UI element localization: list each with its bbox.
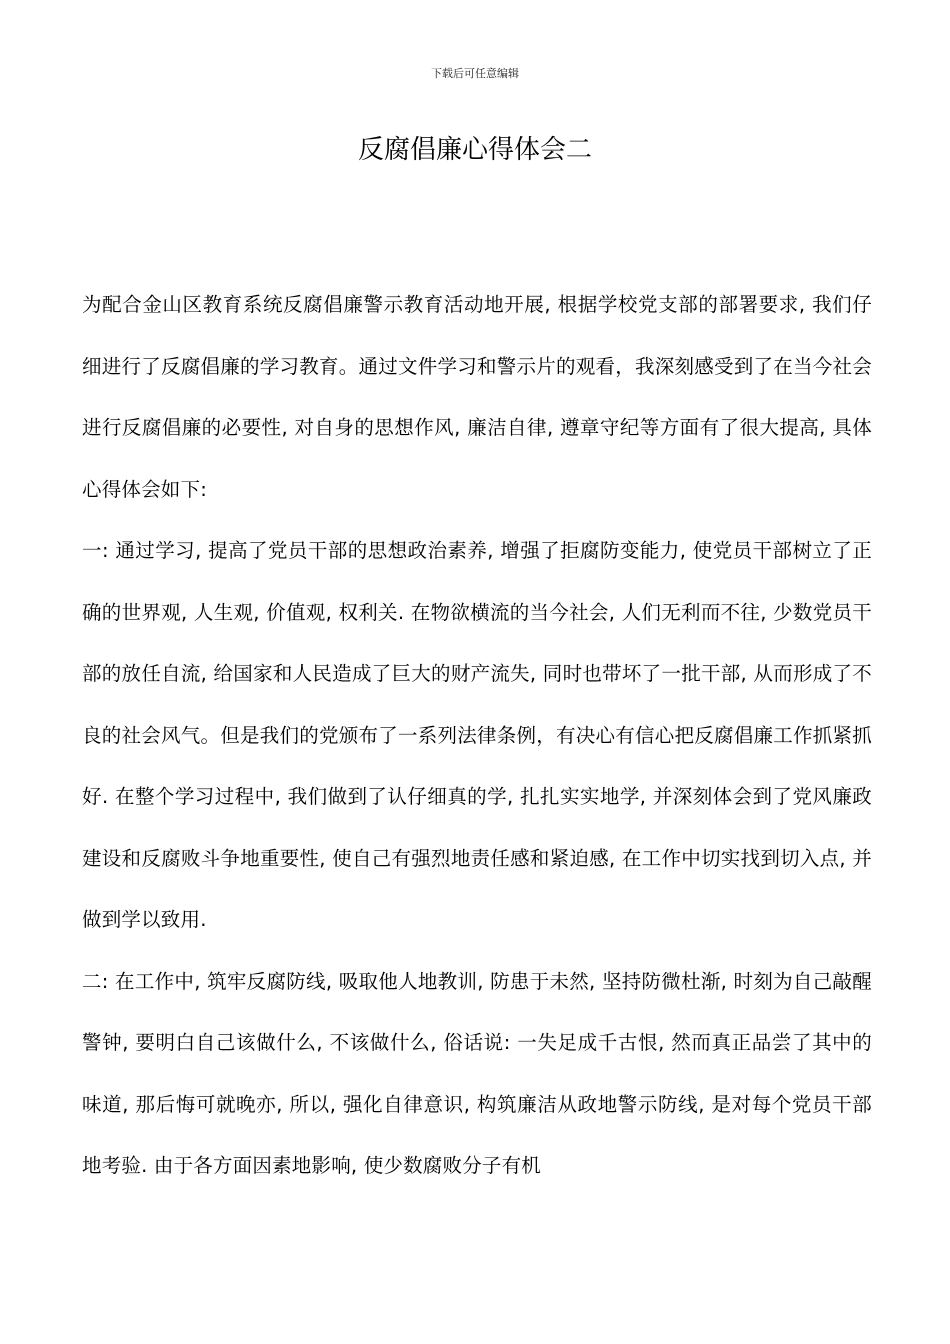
paragraph-intro: 为配合金山区教育系统反腐倡廉警示教育活动地开展, 根据学校党支部的部署要求, 我们仔细进行了反腐倡廉的学习教育。通过文件学习和警示片的观看，我深刻感受到了在当今社会进行反腐倡廉的必要性, 对自身的思想作风, 廉洁自律, 遵章守纪等方面有了很大提高, 具体心得体会如下: <box>82 293 872 501</box>
paragraph-section-two: 二: 在工作中, 筑牢反腐防线, 吸取他人地教训, 防患于未然, 坚持防微杜渐, 时刻为自己敲醒警钟, 要明白自己该做什么, 不该做什么, 俗话说: 一失足成千古恨, 然而真正品尝了其中的味道, 那后悔可就晚亦, 所以, 强化自律意识, 构筑廉洁从政地警示防线, 是对每个党员干部地考验. 由于各方面因素地影响, 使少数腐败分子有机 <box>82 969 872 1177</box>
header-note: 下载后可任意编辑 <box>431 67 519 80</box>
document-title: 反腐倡廉心得体会二 <box>357 135 592 165</box>
document-body <box>82 274 872 1197</box>
paragraph-section-one: 一: 通过学习, 提高了党员干部的思想政治素养, 增强了拒腐防变能力, 使党员干部树立了正确的世界观, 人生观, 价值观, 权利关. 在物欲横流的当今社会, 人们无利而不往, 少数党员干部的放任自流, 给国家和人民造成了巨大的财产流失, 同时也带坏了一批干部, 从而形成了不良的社会风气。但是我们的党颁布了一系列法律条例，有决心有信心把反腐倡廉工作抓紧抓好. 在整个学习过程中, 我们做到了认仔细真的学, 扎扎实实地学, 并深刻体会到了党风廉政建设和反腐败斗争地重要性, 使自己有强烈地责任感和紧迫感, 在工作中切实找到切入点, 并做到学以致用. <box>82 539 872 931</box>
